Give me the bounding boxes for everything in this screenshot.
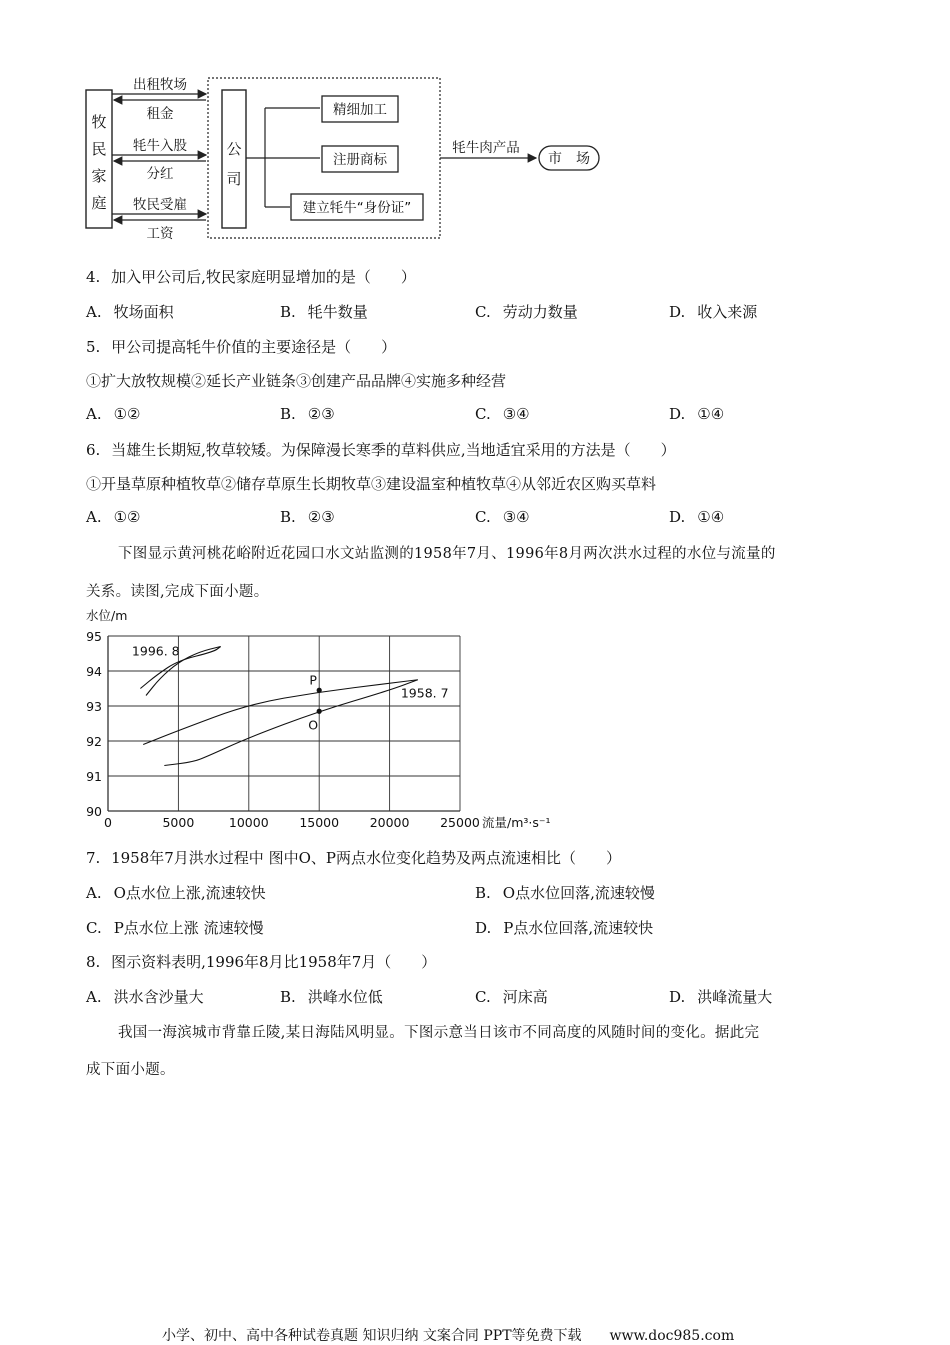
question-7 xyxy=(86,847,621,868)
question-6-text: 当雄生长期短,牧草较矮。为保障漫长寒季的草料供应,当地适宜采用的方法是（ ） xyxy=(111,441,676,459)
y-tick-label: 92 xyxy=(86,734,102,749)
x-tick-label: 25000 xyxy=(440,815,480,830)
point-label-o: O xyxy=(308,717,319,733)
y-tick-label: 90 xyxy=(86,804,102,819)
question-8-number: 8. xyxy=(86,953,101,971)
intro-1-line-2: 关系。读图,完成下面小题。 xyxy=(86,584,269,600)
x-tick-label: 15000 xyxy=(299,815,340,830)
curve-label-2: 1958. 7 xyxy=(400,685,449,701)
series-line-2 xyxy=(164,680,417,766)
q5-option-d[interactable]: D. ①④ xyxy=(669,405,725,423)
question-8 xyxy=(86,951,436,972)
x-tick-label: 10000 xyxy=(228,815,269,830)
company-box xyxy=(222,90,246,228)
market-label: 市 场 xyxy=(548,151,590,167)
question-6-statements: ①开垦草原种植牧草②储存草原生长期牧草③建设温室种植牧草④从邻近农区购买草料 xyxy=(86,475,657,493)
y-tick-label: 91 xyxy=(86,769,102,784)
q4-option-a[interactable]: A. 牧场面积 xyxy=(86,303,174,321)
series-line-1 xyxy=(143,680,418,745)
x-axis-label: 流量/m³·s⁻¹ xyxy=(482,815,551,830)
question-7-number: 7. xyxy=(86,849,101,867)
activity-label-3: 建立牦牛“身份证” xyxy=(302,200,412,216)
y-axis-label: 水位/m xyxy=(86,608,128,623)
activity-label-2: 注册商标 xyxy=(333,152,387,168)
question-5 xyxy=(86,336,396,357)
arrow-pair-3 xyxy=(112,196,206,242)
household-char-1: 牧 xyxy=(91,113,107,131)
household-char-4: 庭 xyxy=(91,194,107,212)
q8-option-c[interactable]: C. 河床高 xyxy=(475,988,548,1006)
y-tick-label: 95 xyxy=(86,629,102,644)
point-label-p: P xyxy=(309,672,317,688)
page-footer: 小学、初中、高中各种试卷真题 知识归纳 文案合同 PPT等免费下载 www.doc985.com xyxy=(162,1328,735,1344)
q4-option-b[interactable]: B. 牦牛数量 xyxy=(280,303,368,321)
arrow-top-label-1: 出租牧场 xyxy=(133,77,187,93)
q6-option-a[interactable]: A. ①② xyxy=(86,508,141,526)
q7-option-b[interactable]: B. O点水位回落,流速较慢 xyxy=(475,884,655,902)
point-p xyxy=(317,688,322,693)
curve-label-1: 1996. 8 xyxy=(131,643,180,659)
question-4-text: 加入甲公司后,牧民家庭明显增加的是（ ） xyxy=(111,268,416,286)
q5-option-a[interactable]: A. ①② xyxy=(86,405,141,423)
y-tick-label: 93 xyxy=(86,699,102,714)
question-5-text: 甲公司提高牦牛价值的主要途径是（ ） xyxy=(111,338,397,356)
arrow-top-label-2: 牦牛入股 xyxy=(133,138,187,154)
company-char-1: 公 xyxy=(226,140,242,158)
product-label: 牦牛肉产品 xyxy=(452,140,520,156)
q4-option-c[interactable]: C. 劳动力数量 xyxy=(475,303,578,321)
arrow-pair-1 xyxy=(112,76,206,122)
arrow-bottom-label-3: 工资 xyxy=(146,226,174,242)
q8-option-d[interactable]: D. 洪峰流量大 xyxy=(669,988,773,1006)
intro-2-line-2: 成下面小题。 xyxy=(86,1062,175,1078)
q6-option-c[interactable]: C. ③④ xyxy=(475,508,530,526)
water-level-flow-chart xyxy=(80,606,580,832)
question-5-number: 5. xyxy=(86,338,101,356)
arrow-bottom-label-2: 分红 xyxy=(146,166,174,182)
company-char-2: 司 xyxy=(226,170,242,188)
household-char-3: 家 xyxy=(91,167,107,185)
q8-option-a[interactable]: A. 洪水含沙量大 xyxy=(86,988,204,1006)
activity-label-1: 精细加工 xyxy=(333,102,387,118)
arrow-top-label-3: 牧民受雇 xyxy=(133,197,187,213)
household-char-2: 民 xyxy=(91,140,107,158)
arrow-bottom-label-1: 租金 xyxy=(146,106,174,122)
question-4 xyxy=(86,266,416,287)
q6-option-b[interactable]: B. ②③ xyxy=(280,508,335,526)
q8-option-b[interactable]: B. 洪峰水位低 xyxy=(280,988,383,1006)
x-tick-label: 5000 xyxy=(162,815,195,830)
y-tick-label: 94 xyxy=(86,664,102,679)
question-6-number: 6. xyxy=(86,441,101,459)
q7-option-a[interactable]: A. O点水位上涨,流速较快 xyxy=(86,884,266,902)
question-5-statements: ①扩大放牧规模②延长产业链条③创建产品品牌④实施多种经营 xyxy=(86,372,507,390)
question-7-text: 1958年7月洪水过程中 图中O、P两点水位变化趋势及两点流速相比（ ） xyxy=(111,849,621,867)
x-tick-label: 0 xyxy=(104,815,112,830)
question-4-number: 4. xyxy=(86,268,101,286)
q7-option-d[interactable]: D. P点水位回落,流速较快 xyxy=(475,919,654,937)
q7-option-c[interactable]: C. P点水位上涨 流速较慢 xyxy=(86,919,264,937)
q5-option-b[interactable]: B. ②③ xyxy=(280,405,335,423)
point-o xyxy=(317,709,322,714)
intro-1-line-1: 下图显示黄河桃花峪附近花园口水文站监测的1958年7月、1996年8月两次洪水过程的水位与流量的 xyxy=(118,546,776,562)
q6-option-d[interactable]: D. ①④ xyxy=(669,508,725,526)
question-8-text: 图示资料表明,1996年8月比1958年7月（ ） xyxy=(111,953,437,971)
arrow-pair-2 xyxy=(112,137,206,182)
q4-option-d[interactable]: D. 收入来源 xyxy=(669,303,758,321)
flow-diagram xyxy=(80,72,620,244)
q5-option-c[interactable]: C. ③④ xyxy=(475,405,530,423)
x-tick-label: 20000 xyxy=(369,815,410,830)
question-6 xyxy=(86,439,676,460)
intro-2-line-1: 我国一海滨城市背靠丘陵,某日海陆风明显。下图示意当日该市不同高度的风随时间的变化。据此完 xyxy=(118,1025,760,1041)
